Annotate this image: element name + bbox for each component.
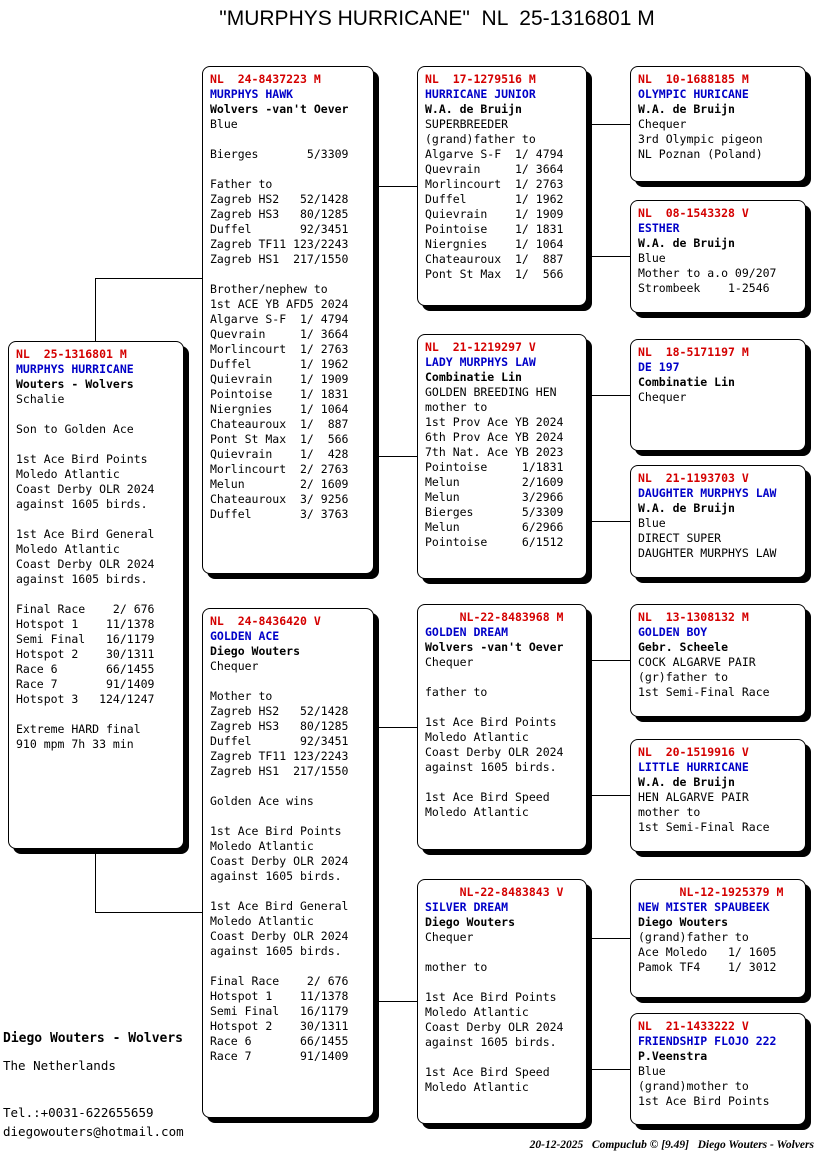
pedigree-line: Race 6 66/1455 <box>16 662 155 676</box>
pedigree-line: Zagreb TF11 123/2243 <box>210 237 349 251</box>
pedigree-line <box>425 945 583 960</box>
pedigree-line: Melun 2/1609 <box>425 475 564 489</box>
pedigree-line: against 1605 birds. <box>16 572 148 586</box>
pedigree-line: Extreme HARD final <box>16 722 141 736</box>
pedigree-line: W.A. de Bruijn <box>638 501 735 515</box>
pedigree-line: FRIENDSHIP FLOJO 222 <box>638 1034 777 1048</box>
pedigree-box-great-grandparent-1 <box>630 66 806 182</box>
pedigree-line: Moledo Atlantic <box>210 839 314 853</box>
pedigree-line <box>210 779 370 794</box>
pedigree-line: NL-12-1925379 M <box>638 885 784 899</box>
pedigree-line: Coast Derby OLR 2024 <box>210 929 349 943</box>
pedigree-line: Diego Wouters <box>638 915 729 929</box>
pedigree-line: Coast Derby OLR 2024 <box>210 854 349 868</box>
pedigree-line: Semi Final 16/1179 <box>210 1004 349 1018</box>
pedigree-line: Moledo Atlantic <box>210 914 314 928</box>
pedigree-connector <box>374 727 418 728</box>
pedigree-line: Moledo Atlantic <box>425 730 529 744</box>
pedigree-box-maternal-grandsire <box>417 604 587 850</box>
pedigree-line: Quevrain 1/ 3664 <box>210 327 349 341</box>
pedigree-line: Morlincourt 1/ 2763 <box>425 177 564 191</box>
pedigree-connector <box>95 278 96 342</box>
pedigree-line: Strombeek 1-2546 <box>638 281 770 295</box>
breeder-country: The Netherlands <box>3 1058 116 1073</box>
pedigree-line: Combinatie Lin <box>638 375 735 389</box>
pedigree-line: Chequer <box>425 655 474 669</box>
pedigree-line: Gebr. Scheele <box>638 640 729 654</box>
pedigree-line: Chateauroux 3/ 9256 <box>210 492 349 506</box>
pedigree-line: mother to <box>638 805 701 819</box>
pedigree-line: Diego Wouters <box>425 915 516 929</box>
pedigree-line: Blue <box>638 1064 666 1078</box>
pedigree-line: Coast Derby OLR 2024 <box>425 745 564 759</box>
pedigree-line: Duffel 1/ 1962 <box>210 357 349 371</box>
pedigree-line: Hotspot 3 124/1247 <box>16 692 155 706</box>
pedigree-box-great-grandparent-8 <box>630 1013 806 1125</box>
pedigree-line: GOLDEN BOY <box>638 625 708 639</box>
pedigree-line: Final Race 2/ 676 <box>16 602 155 616</box>
pedigree-line: DAUGHTER MURPHYS LAW <box>638 486 777 500</box>
pedigree-line <box>16 407 180 422</box>
pedigree-line: 7th Nat. Ace YB 2023 <box>425 445 564 459</box>
pedigree-line: W.A. de Bruijn <box>425 102 522 116</box>
pedigree-box-great-grandparent-2 <box>630 200 806 313</box>
pedigree-line: Coast Derby OLR 2024 <box>425 1020 564 1034</box>
pedigree-line: NL-22-8483968 M <box>425 610 564 624</box>
pedigree-line <box>425 670 583 685</box>
pedigree-line: 1st ACE YB AFD5 2024 <box>210 297 349 311</box>
pedigree-line: Diego Wouters <box>210 644 301 658</box>
pedigree-line: Chateauroux 1/ 887 <box>425 252 564 266</box>
pedigree-box-sire <box>202 66 374 574</box>
pedigree-line: Quievrain 1/ 1909 <box>210 372 349 386</box>
pedigree-line: Chequer <box>638 390 687 404</box>
pedigree-line <box>210 132 370 147</box>
pedigree-line <box>210 884 370 899</box>
pedigree-line: COCK ALGARVE PAIR <box>638 655 756 669</box>
pedigree-line: Niergnies 1/ 1064 <box>210 402 349 416</box>
pedigree-line: Final Race 2/ 676 <box>210 974 349 988</box>
pedigree-line: Algarve S-F 1/ 4794 <box>425 147 564 161</box>
pedigree-line: LADY MURPHYS LAW <box>425 355 536 369</box>
pedigree-line: Schalie <box>16 392 65 406</box>
pedigree-line: 1st Ace Bird Points <box>16 452 148 466</box>
pedigree-line: Quevrain 1/ 3664 <box>425 162 564 176</box>
pedigree-line: NL 24-8437223 M <box>210 72 321 86</box>
pedigree-connector <box>587 1069 631 1070</box>
pedigree-line: Pont St Max 1/ 566 <box>210 432 349 446</box>
pedigree-line: Duffel 1/ 1962 <box>425 192 564 206</box>
pedigree-line: 1st Ace Bird Speed <box>425 1065 550 1079</box>
pedigree-line: P.Veenstra <box>638 1049 708 1063</box>
pedigree-line: Zagreb HS2 52/1428 <box>210 704 349 718</box>
pedigree-box-maternal-granddam <box>417 879 587 1124</box>
pedigree-connector <box>587 795 631 796</box>
pedigree-line: HURRICANE JUNIOR <box>425 87 536 101</box>
pedigree-line: Algarve S-F 1/ 4794 <box>210 312 349 326</box>
pedigree-line: Zagreb HS1 217/1550 <box>210 764 349 778</box>
pedigree-line: NL 25-1316801 M <box>16 347 127 361</box>
pedigree-line: Father to <box>210 177 273 191</box>
pedigree-line: mother to <box>425 400 488 414</box>
pedigree-box-great-grandparent-7 <box>630 879 806 998</box>
pedigree-line: NL 24-8436420 V <box>210 614 321 628</box>
pedigree-connector <box>374 186 418 187</box>
pedigree-line: 1st Ace Bird General <box>210 899 349 913</box>
pedigree-connector <box>587 521 631 522</box>
pedigree-line: Blue <box>638 516 666 530</box>
pedigree-line <box>16 437 180 452</box>
pedigree-line: Race 6 66/1455 <box>210 1034 349 1048</box>
pedigree-line: Pointoise 6/1512 <box>425 535 564 549</box>
pedigree-line: Duffel 92/3451 <box>210 222 349 236</box>
pedigree-line: SUPERBREEDER <box>425 117 509 131</box>
pedigree-line: Melun 2/ 1609 <box>210 477 349 491</box>
pedigree-line: Bierges 5/3309 <box>425 505 564 519</box>
pedigree-connector <box>587 124 631 125</box>
pedigree-line: W.A. de Bruijn <box>638 236 735 250</box>
pedigree-line: Zagreb HS2 52/1428 <box>210 192 349 206</box>
pedigree-line: SILVER DREAM <box>425 900 509 914</box>
pedigree-line <box>425 700 583 715</box>
pedigree-line: Moledo Atlantic <box>16 467 120 481</box>
pedigree-connector <box>587 938 631 939</box>
pedigree-line: (grand)mother to <box>638 1079 749 1093</box>
pedigree-line: NL 13-1308132 M <box>638 610 749 624</box>
pedigree-line: Race 7 91/1409 <box>16 677 155 691</box>
pedigree-line: Zagreb HS3 80/1285 <box>210 719 349 733</box>
pedigree-line: Moledo Atlantic <box>16 542 120 556</box>
software-credit: 20-12-2025 Compuclub © [9.49] Diego Wouters - Wolvers <box>529 1139 814 1151</box>
pedigree-line: Bierges 5/3309 <box>210 147 349 161</box>
pedigree-line: Brother/nephew to <box>210 282 328 296</box>
pedigree-line: 910 mpm 7h 33 min <box>16 737 134 751</box>
pedigree-line: NL 21-1433222 V <box>638 1019 749 1033</box>
pedigree-connector <box>95 912 203 913</box>
pedigree-line: Zagreb HS3 80/1285 <box>210 207 349 221</box>
pedigree-line: HEN ALGARVE PAIR <box>638 790 749 804</box>
pedigree-line: Chequer <box>210 659 259 673</box>
pedigree-line: against 1605 birds. <box>210 944 342 958</box>
pedigree-line: MURPHYS HAWK <box>210 87 294 101</box>
pedigree-connector <box>374 1001 418 1002</box>
pedigree-line: 1st Semi-Final Race <box>638 685 770 699</box>
pedigree-line: LITTLE HURRICANE <box>638 760 749 774</box>
pedigree-line: Race 7 91/1409 <box>210 1049 349 1063</box>
pedigree-line: Wolvers -van't Oever <box>210 102 349 116</box>
pedigree-line: mother to <box>425 960 488 974</box>
breeder-email: diegowouters@hotmail.com <box>3 1124 184 1139</box>
pedigree-connector <box>587 256 631 257</box>
pedigree-line: 1st Ace Bird Points <box>425 715 557 729</box>
pedigree-line <box>210 809 370 824</box>
pedigree-line: NL-22-8483843 V <box>425 885 564 899</box>
pedigree-line <box>16 707 180 722</box>
pedigree-line: GOLDEN ACE <box>210 629 280 643</box>
pedigree-line: NL 10-1688185 M <box>638 72 749 86</box>
pedigree-connector <box>587 395 631 396</box>
page-title: "MURPHYS HURRICANE" NL 25-1316801 M <box>219 7 655 30</box>
pedigree-line: Pointoise 1/1831 <box>425 460 564 474</box>
pedigree-line: NL 17-1279516 M <box>425 72 536 86</box>
pedigree-line: against 1605 birds. <box>425 1035 557 1049</box>
pedigree-line: Quievrain 1/ 428 <box>210 447 349 461</box>
pedigree-line: (grand)father to <box>425 132 536 146</box>
pedigree-line: Morlincourt 1/ 2763 <box>210 342 349 356</box>
pedigree-line: (gr)father to <box>638 670 729 684</box>
pedigree-line: (grand)father to <box>638 930 749 944</box>
pedigree-line: 1st Ace Bird Points <box>210 824 342 838</box>
pedigree-box-great-grandparent-5 <box>630 604 806 717</box>
pedigree-line: OLYMPIC HURICANE <box>638 87 749 101</box>
pedigree-line <box>425 775 583 790</box>
pedigree-box-great-grandparent-4 <box>630 465 806 578</box>
pedigree-line: NL 08-1543328 V <box>638 206 749 220</box>
pedigree-line: Quievrain 1/ 1909 <box>425 207 564 221</box>
pedigree-line: 1st Ace Bird Points <box>638 1094 770 1108</box>
pedigree-line: Hotspot 1 11/1378 <box>210 989 349 1003</box>
pedigree-line <box>210 162 370 177</box>
pedigree-line: Son to Golden Ace <box>16 422 134 436</box>
pedigree-line: Morlincourt 2/ 2763 <box>210 462 349 476</box>
pedigree-line: 3rd Olympic pigeon <box>638 132 763 146</box>
pedigree-line: Combinatie Lin <box>425 370 522 384</box>
pedigree-line: Moledo Atlantic <box>425 805 529 819</box>
pedigree-line: DE 197 <box>638 360 680 374</box>
pedigree-line: Wouters - Wolvers <box>16 377 134 391</box>
pedigree-line: against 1605 birds. <box>16 497 148 511</box>
pedigree-line <box>210 267 370 282</box>
pedigree-line: NL Poznan (Poland) <box>638 147 763 161</box>
pedigree-line: Niergnies 1/ 1064 <box>425 237 564 251</box>
pedigree-line: Pointoise 1/ 1831 <box>210 387 349 401</box>
breeder-name: Diego Wouters - Wolvers <box>3 1031 184 1046</box>
pedigree-line: Hotspot 2 30/1311 <box>16 647 155 661</box>
pedigree-connector <box>587 660 631 661</box>
pedigree-connector <box>95 848 96 913</box>
pedigree-line: against 1605 birds. <box>425 760 557 774</box>
pedigree-line: against 1605 birds. <box>210 869 342 883</box>
pedigree-line: MURPHYS HURRICANE <box>16 362 134 376</box>
breeder-phone: Tel.:+0031-622655659 <box>3 1105 154 1120</box>
pedigree-line: Pamok TF4 1/ 3012 <box>638 960 777 974</box>
pedigree-line: NL 18-5171197 M <box>638 345 749 359</box>
pedigree-line: Pointoise 1/ 1831 <box>425 222 564 236</box>
pedigree-line: Golden Ace wins <box>210 794 314 808</box>
pedigree-line: Chateauroux 1/ 887 <box>210 417 349 431</box>
pedigree-line: 1st Ace Bird Points <box>425 990 557 1004</box>
pedigree-line: GOLDEN BREEDING HEN <box>425 385 557 399</box>
pedigree-box-dam <box>202 608 374 1118</box>
pedigree-line: 1st Ace Bird General <box>16 527 155 541</box>
pedigree-line: Wolvers -van't Oever <box>425 640 564 654</box>
pedigree-line: Ace Moledo 1/ 1605 <box>638 945 777 959</box>
pedigree-box-great-grandparent-6 <box>630 739 806 852</box>
pedigree-line: Blue <box>638 251 666 265</box>
pedigree-line: W.A. de Bruijn <box>638 775 735 789</box>
pedigree-line: 6th Prov Ace YB 2024 <box>425 430 564 444</box>
pedigree-line: DAUGHTER MURPHYS LAW <box>638 546 777 560</box>
pedigree-line: Chequer <box>638 117 687 131</box>
pedigree-line: Chequer <box>425 930 474 944</box>
pedigree-line: Moledo Atlantic <box>425 1080 529 1094</box>
pedigree-line: Moledo Atlantic <box>425 1005 529 1019</box>
pedigree-line: 1st Prov Ace YB 2024 <box>425 415 564 429</box>
pedigree-line: Mother to <box>210 689 273 703</box>
pedigree-line: Duffel 3/ 3763 <box>210 507 349 521</box>
pedigree-line <box>16 512 180 527</box>
pedigree-line: W.A. de Bruijn <box>638 102 735 116</box>
pedigree-line <box>425 1050 583 1065</box>
pedigree-line: Coast Derby OLR 2024 <box>16 557 155 571</box>
pedigree-line <box>425 975 583 990</box>
pedigree-connector <box>374 456 418 457</box>
pedigree-line: NEW MISTER SPAUBEEK <box>638 900 770 914</box>
pedigree-line <box>210 959 370 974</box>
pedigree-line: Mother to a.o 09/207 <box>638 266 777 280</box>
pedigree-line <box>16 587 180 602</box>
pedigree-box-subject <box>8 341 184 849</box>
pedigree-line: Pont St Max 1/ 566 <box>425 267 564 281</box>
pedigree-connector <box>95 278 203 279</box>
pedigree-line: Semi Final 16/1179 <box>16 632 155 646</box>
pedigree-line: Blue <box>210 117 238 131</box>
pedigree-line: Duffel 92/3451 <box>210 734 349 748</box>
pedigree-line <box>210 674 370 689</box>
pedigree-line: NL 20-1519916 V <box>638 745 749 759</box>
pedigree-line: Melun 3/2966 <box>425 490 564 504</box>
pedigree-line: Zagreb TF11 123/2243 <box>210 749 349 763</box>
pedigree-line: NL 21-1219297 V <box>425 340 536 354</box>
pedigree-line: Melun 6/2966 <box>425 520 564 534</box>
pedigree-line: Hotspot 2 30/1311 <box>210 1019 349 1033</box>
pedigree-line: Zagreb HS1 217/1550 <box>210 252 349 266</box>
pedigree-line: father to <box>425 685 488 699</box>
pedigree-box-great-grandparent-3 <box>630 339 806 451</box>
pedigree-line: ESTHER <box>638 221 680 235</box>
pedigree-line: Hotspot 1 11/1378 <box>16 617 155 631</box>
pedigree-line: GOLDEN DREAM <box>425 625 509 639</box>
pedigree-line: DIRECT SUPER <box>638 531 722 545</box>
pedigree-line: Coast Derby OLR 2024 <box>16 482 155 496</box>
pedigree-line: 1st Ace Bird Speed <box>425 790 550 804</box>
pedigree-line: 1st Semi-Final Race <box>638 820 770 834</box>
pedigree-box-paternal-granddam <box>417 334 587 579</box>
pedigree-box-paternal-grandsire <box>417 66 587 306</box>
pedigree-line: NL 21-1193703 V <box>638 471 749 485</box>
